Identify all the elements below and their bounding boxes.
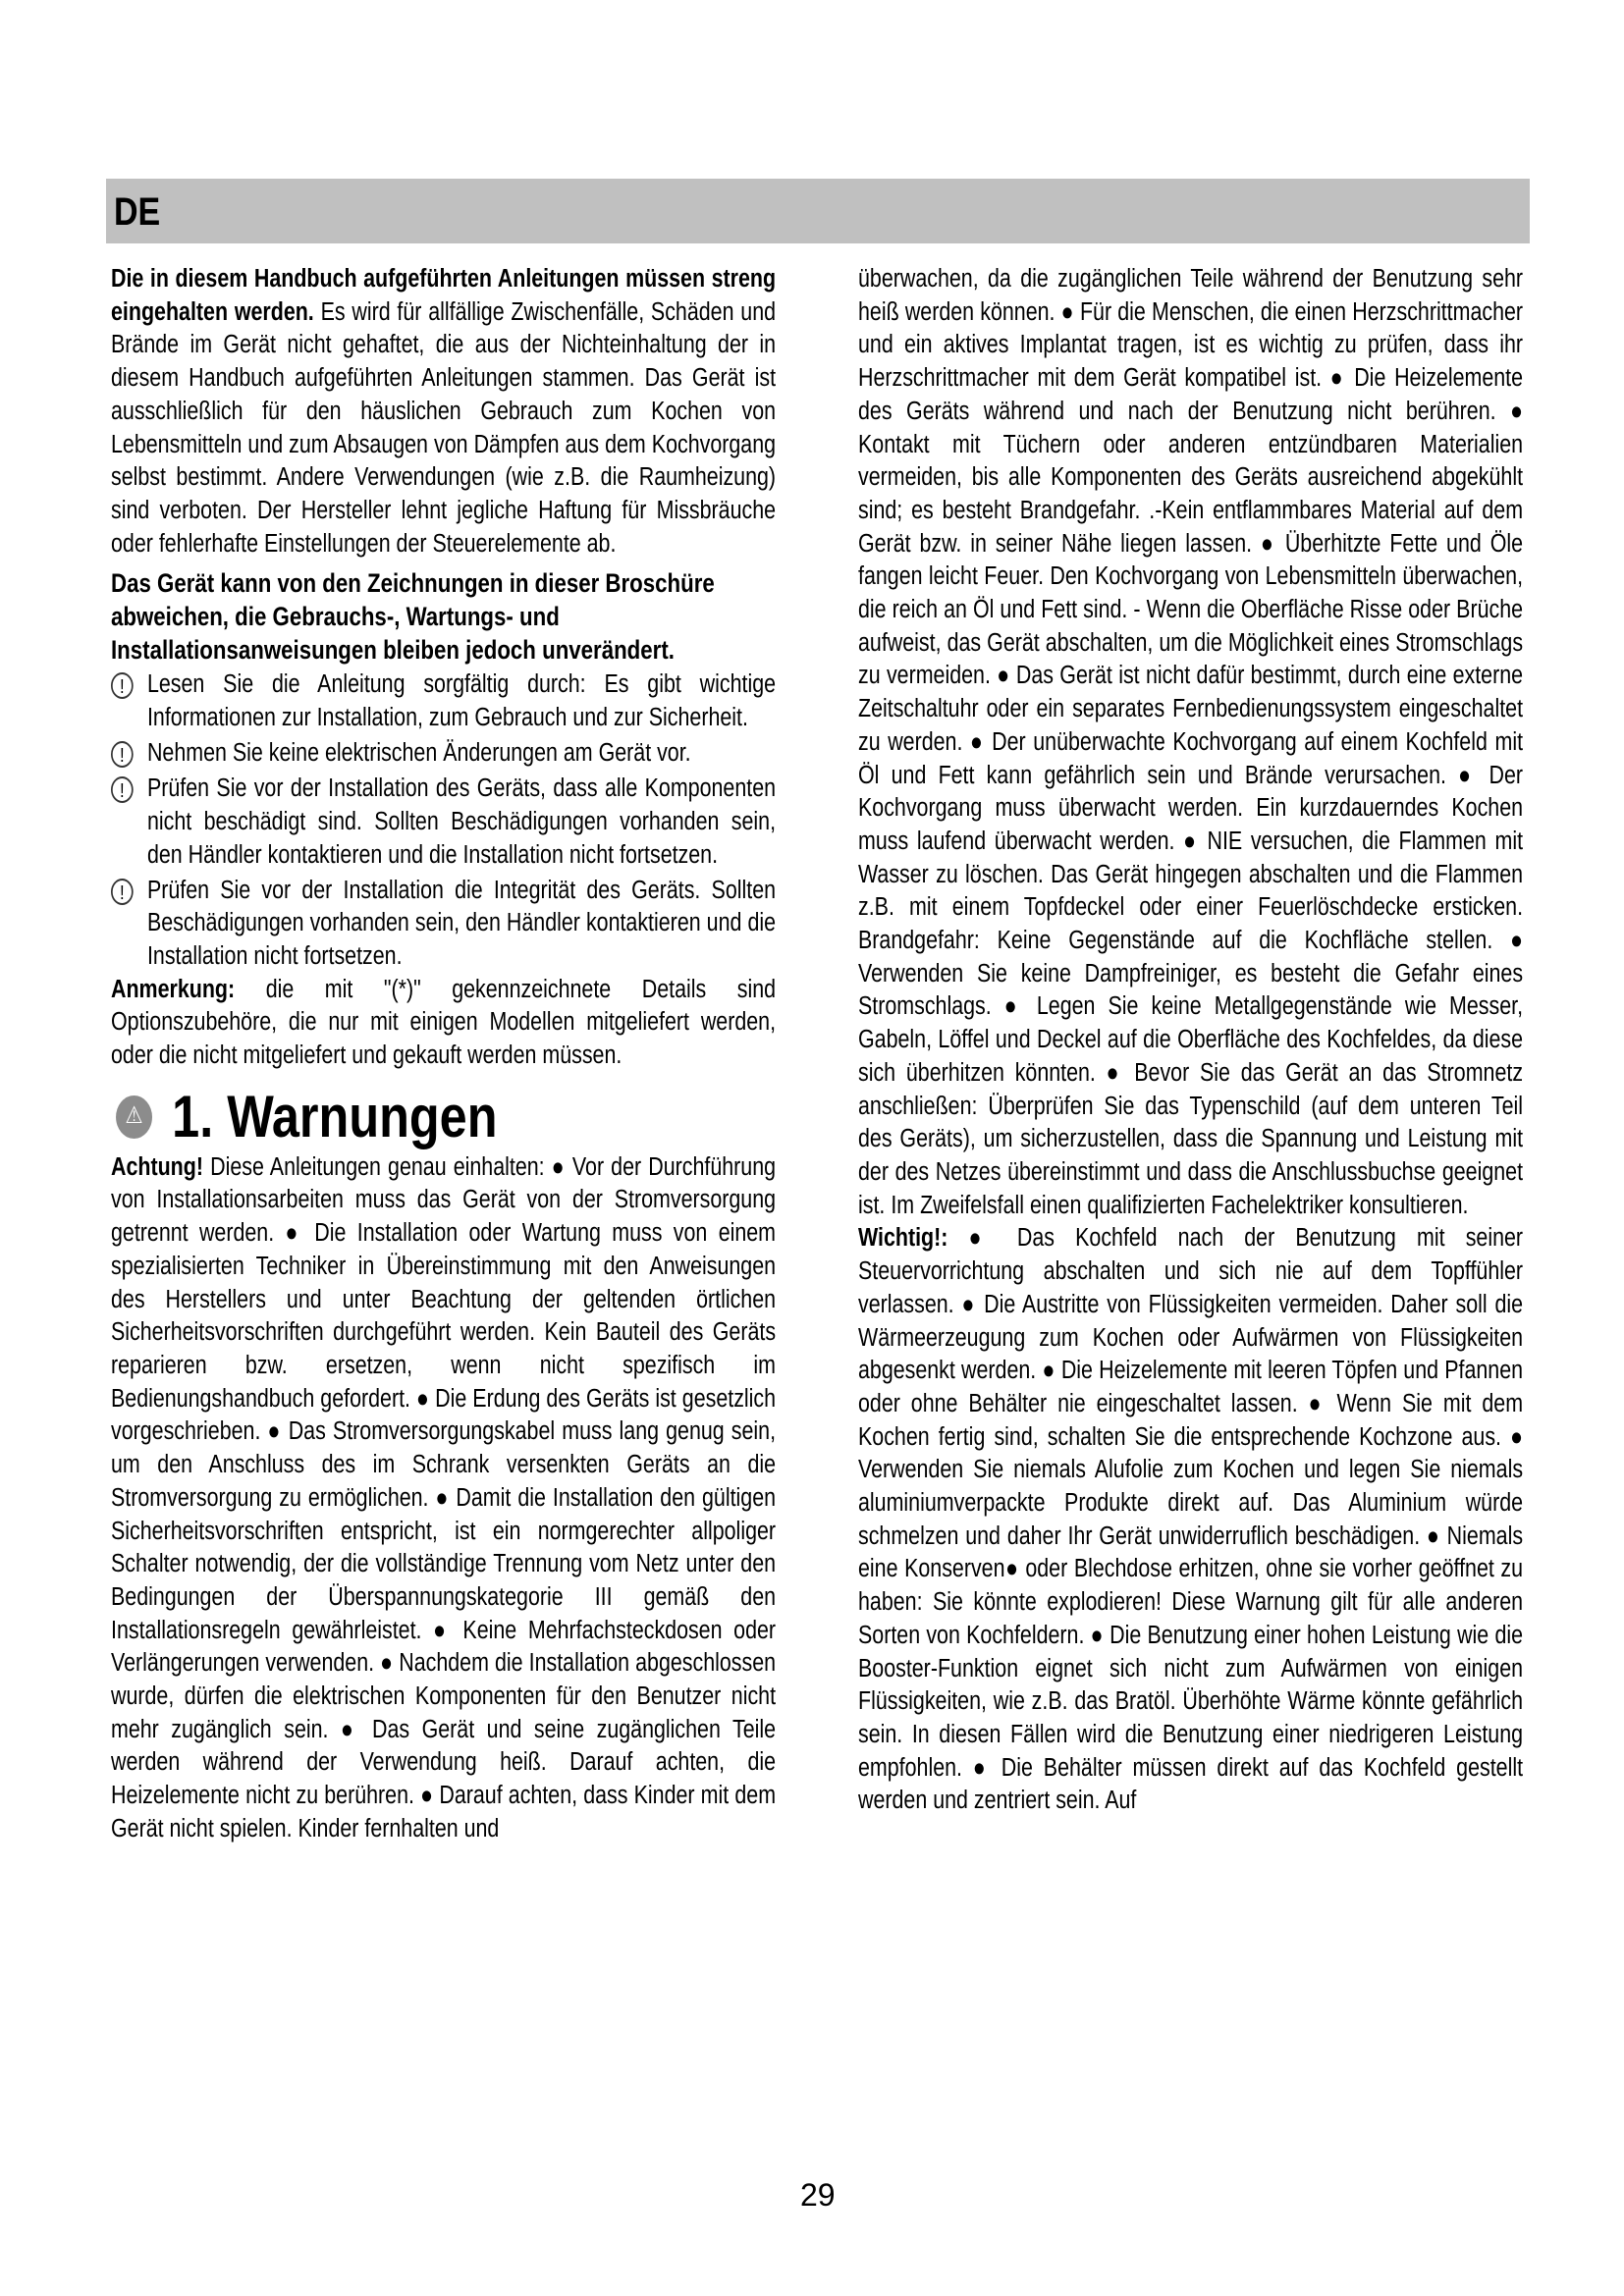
important-paragraph	[858, 1222, 1523, 1818]
exclamation-icon: !	[111, 875, 144, 974]
warning-label: Achtung!	[111, 1152, 203, 1181]
exclamation-icon: !	[111, 773, 144, 872]
language-code: DE	[114, 190, 161, 234]
remark-text: die mit "(*)" gekennzeichnete Details sind Optionszubehöre, die nur mit einigen Modellen mitgeliefert werden, oder die nicht mitgeliefert und gekauft werden müssen.	[111, 975, 777, 1070]
language-header-bar	[106, 179, 1530, 243]
notice-bold: Das Gerät kann von den Zeichnungen in dieser Broschüre abweichen, die Gebrauchs-, Wartungs- und Installationsanweisungen bleiben jedoch unverändert.	[111, 568, 715, 666]
note-item	[111, 668, 776, 734]
right-column	[858, 263, 1523, 1818]
warning-paragraph	[111, 1151, 776, 1846]
continued-warnings: überwachen, da die zugänglichen Teile während der Benutzung sehr heiß werden können. ● Für die Menschen, die einen Herzschrittmacher und ein aktives Implantat tragen, ist es wichtig zu prüfen, dass ihr Herzschrittmacher mit dem Gerät kompatibel ist. ● Die Heizelemente des Geräts während und nach der Benutzung nicht berühren. ● Kontakt mit Tüchern oder anderen entzündbaren Materialien vermeiden, bis alle Komponenten des Geräts ausreichend abgekühlt sind; es besteht Brandgefahr. .-Kein entflammbares Material auf dem Gerät bzw. in seiner Nähe liegen lassen. ● Überhitzte Fette und Öle fangen leicht Feuer. Den Kochvorgang von Lebensmitteln überwachen, die reich an Öl und Fett sind. - Wenn die Oberfläche Risse oder Brüche aufweist, das Gerät abschalten, um die Möglichkeit eines Stromschlags zu vermeiden. ● Das Gerät ist nicht dafür bestimmt, durch eine externe Zeitschaltuhr oder ein separates Fernbedienungssystem eingeschaltet zu werden. ● Der unüberwachte Kochvorgang auf einem Kochfeld mit Öl und Fett kann gefährlich sein und Brände verursachen. ● Der Kochvorgang muss überwacht werden. Ein kurzdauerndes Kochen muss laufend überwacht werden. ● NIE versuchen, die Flammen mit Wasser zu löschen. Das Gerät hingegen abschalten und die Flammen z.B. mit einem Topfdeckel oder einer Feuerlöschdecke ersticken. Brandgefahr: Keine Gegenstände auf die Kochfläche stellen. ● Verwenden Sie keine Dampfreiniger, es besteht die Gefahr eines Stromschlags. ● Legen Sie keine Metallgegenstände wie Messer, Gabeln, Löffel und Deckel auf die Oberfläche des Kochfeldes, da diese sich überhitzen könnten. ● Bevor Sie das Gerät an das Stromnetz anschließen: Überprüfen Sie das Typenschild (auf dem unteren Teil des Geräts), um sicherzustellen, dass die Spannung und Leistung mit der des Netzes übereinstimmt und dass die Anschlussbuchse geeignet ist. Im Zweifelsfall einen qualifizierten Fachelektriker konsultieren.	[858, 265, 1524, 1219]
warning-icon: ⚠	[116, 1095, 152, 1139]
note-text: Nehmen Sie keine elektrischen Änderungen am Gerät vor.	[146, 738, 691, 767]
intro-bold: Die in diesem Handbuch aufgeführten Anleitungen müssen streng eingehalten werden.	[111, 265, 777, 326]
note-item	[111, 773, 776, 872]
exclamation-icon: !	[111, 737, 144, 772]
section-heading	[111, 1083, 776, 1149]
important-text: ● Das Kochfeld nach der Benutzung mit seiner Steuervorrichtung abschalten und sich nie auf dem Topffühler verlassen. ● Die Austritte von Flüssigkeiten vermeiden. Daher soll die Wärmeerzeugung zum Kochen oder Aufwärmen von Flüssigkeiten abgesenkt werden. ● Die Heizelemente mit leeren Töpfen und Pfannen oder ohne Behälter nie eingeschaltet lassen. ● Wenn Sie mit dem Kochen fertig sind, schalten Sie die entsprechende Kochzone aus. ● Verwenden Sie niemals Alufolie zum Kochen und legen Sie niemals aluminiumverpackte Produkte direkt auf. Das Aluminium würde schmelzen und daher Ihr Gerät unwiderruflich beschädigen. ● Niemals eine Konserven● oder Blechdose erhitzen, ohne sie vorher geöffnet zu haben: Sie könnte explodieren! Diese Warnung gilt für alle anderen Sorten von Kochfeldern. ● Die Benutzung einer hohen Leistung wie die Booster-Funktion eignet sich nicht zum Aufwärmen von einigen Flüssigkeiten, wie z.B. das Bratöl. Überhöhte Wärme könnte gefährlich sein. In diesen Fällen wird die Benutzung einer niedrigeren Leistung empfohlen. ● Die Behälter müssen direkt auf das Kochfeld gestellt werden und zentriert sein. Auf	[858, 1224, 1524, 1815]
exclamation-icon: !	[111, 668, 144, 734]
warning-text: Diese Anleitungen genau einhalten: ● Vor der Durchführung von Installationsarbeiten muss das Gerät von der Stromversorgung getrennt werden. ● Die Installation oder Wartung muss von einem spezialisierten Techniker in Übereinstimmung mit den Anweisungen des Herstellers und unter Beachtung der geltenden örtlichen Sicherheitsvorschriften durchgeführt werden. Kein Bauteil des Geräts reparieren bzw. ersetzen, wenn nicht spezifisch im Bedienungshandbuch gefordert. ● Die Erdung des Geräts ist gesetzlich vorgeschrieben. ● Das Stromversorgungskabel muss lang genug sein, um den Anschluss des im Schrank versenkten Geräts an die Stromversorgung zu ermöglichen. ● Damit die Installation den gültigen Sicherheitsvorschriften entspricht, ist ein normgerechter allpoliger Schalter notwendig, der die vollständige Trennung vom Netz unter den Bedingungen der Überspannungskategorie III gemäß den Installationsregeln gewährleistet. ● Keine Mehrfachsteckdosen oder Verlängerungen verwenden. ● Nachdem die Installation abgeschlossen wurde, dürfen die elektrischen Komponenten für den Benutzer nicht mehr zugänglich sein. ● Das Gerät und seine zugänglichen Teile werden während der Verwendung heiß. Darauf achten, die Heizelemente nicht zu berühren. ● Darauf achten, dass Kinder mit dem Gerät nicht spielen. Kinder fernhalten und	[111, 1152, 777, 1842]
section-title: 1. Warnungen	[172, 1083, 498, 1149]
page-number: 29	[800, 2177, 836, 2213]
note-text: Prüfen Sie vor der Installation die Integrität des Geräts. Sollten Beschädigungen vorhanden sein, den Händler kontaktieren und die Installation nicht fortsetzen.	[146, 876, 777, 970]
note-item	[111, 737, 776, 772]
note-text: Lesen Sie die Anleitung sorgfältig durch: Es gibt wichtige Informationen zur Installation, zum Gebrauch und zur Sicherheit.	[146, 670, 777, 732]
important-label: Wichtig!:	[858, 1224, 948, 1253]
notice-paragraph	[111, 566, 776, 667]
remark-paragraph	[111, 974, 776, 1073]
intro-text: Es wird für allfällige Zwischenfälle, Schäden und Brände im Gerät nicht gehaftet, die aus der Nichteinhaltung der in diesem Handbuch aufgeführten Anleitungen stammen. Das Gerät ist ausschließlich für den häuslichen Gebrauch zum Kochen von Lebensmitteln und zum Absaugen von Dämpfen aus dem Kochvorgang selbst bestimmt. Andere Verwendungen (wie z.B. die Raumheizung) sind verboten. Der Hersteller lehnt jegliche Haftung für Missbräuche oder fehlerhafte Einstellungen der Steuerelemente ab.	[111, 297, 777, 558]
note-text: Prüfen Sie vor der Installation des Geräts, dass alle Komponenten nicht beschädigt sind. Sollten Beschädigungen vorhanden sein, den Händler kontaktieren und die Installation nicht fortsetzen.	[146, 774, 777, 869]
note-item	[111, 875, 776, 974]
left-column	[111, 263, 776, 1846]
intro-paragraph	[111, 263, 776, 561]
remark-label: Anmerkung:	[111, 975, 236, 1003]
